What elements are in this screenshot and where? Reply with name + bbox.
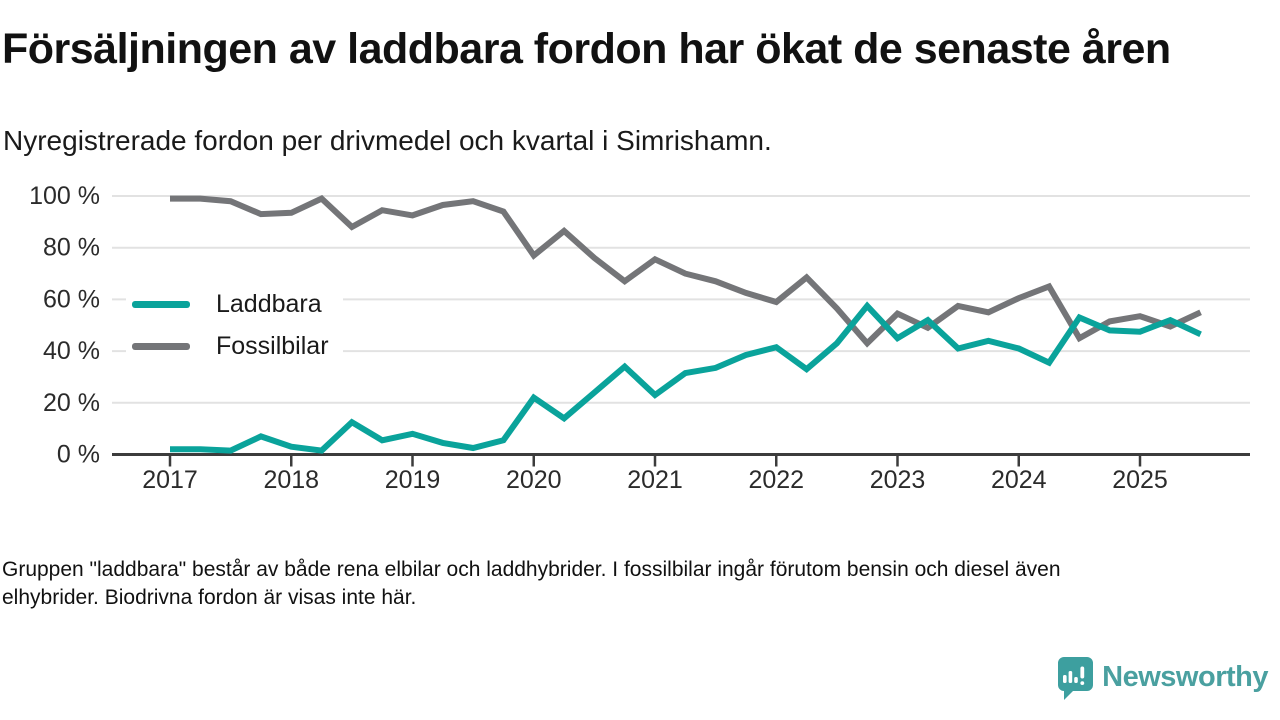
svg-text:2023: 2023 (869, 466, 926, 494)
legend-item-laddbara (132, 290, 329, 319)
chart-title: Försäljningen av laddbara fordon har ökat de senaste åren (2, 25, 1171, 73)
svg-text:2020: 2020 (505, 466, 562, 494)
chart-subtitle: Nyregistrerade fordon per drivmedel och kvartal i Simrishamn. (3, 125, 772, 156)
svg-text:2021: 2021 (627, 466, 683, 494)
chart-legend (126, 284, 343, 369)
legend-label-fossilbilar: Fossilbilar (216, 332, 329, 360)
legend-line-swatch-laddbara (132, 301, 190, 308)
svg-text:2025: 2025 (1112, 466, 1168, 494)
svg-text:100 %: 100 % (29, 182, 100, 210)
svg-text:60 %: 60 % (43, 285, 100, 314)
svg-text:2022: 2022 (748, 466, 805, 494)
footnote-line-2: elhybrider. Biodrivna fordon är visas inte här. (2, 586, 417, 609)
svg-text:2024: 2024 (990, 466, 1047, 494)
svg-text:2018: 2018 (263, 466, 320, 494)
newsworthy-logo (1053, 654, 1268, 700)
footnote-line-1: Gruppen "laddbara" består av både rena elbilar och laddhybrider. I fossilbilar ingår förutom bensin och diesel även (2, 558, 1061, 581)
svg-text:2019: 2019 (384, 466, 441, 494)
svg-text:40 %: 40 % (43, 337, 100, 366)
newsworthy-wordmark: Newsworthy (1102, 660, 1268, 693)
svg-text:20 %: 20 % (43, 388, 100, 417)
legend-item-fossilbilar (132, 332, 329, 361)
svg-text:0 %: 0 % (56, 440, 100, 469)
legend-label-laddbara: Laddbara (216, 290, 322, 318)
speech-bubble-bar-chart-icon (1053, 654, 1093, 700)
legend-line-swatch-fossilbilar (132, 343, 190, 350)
svg-text:80 %: 80 % (43, 233, 100, 262)
chart-footnote (2, 556, 1242, 612)
svg-text:2017: 2017 (142, 466, 198, 494)
